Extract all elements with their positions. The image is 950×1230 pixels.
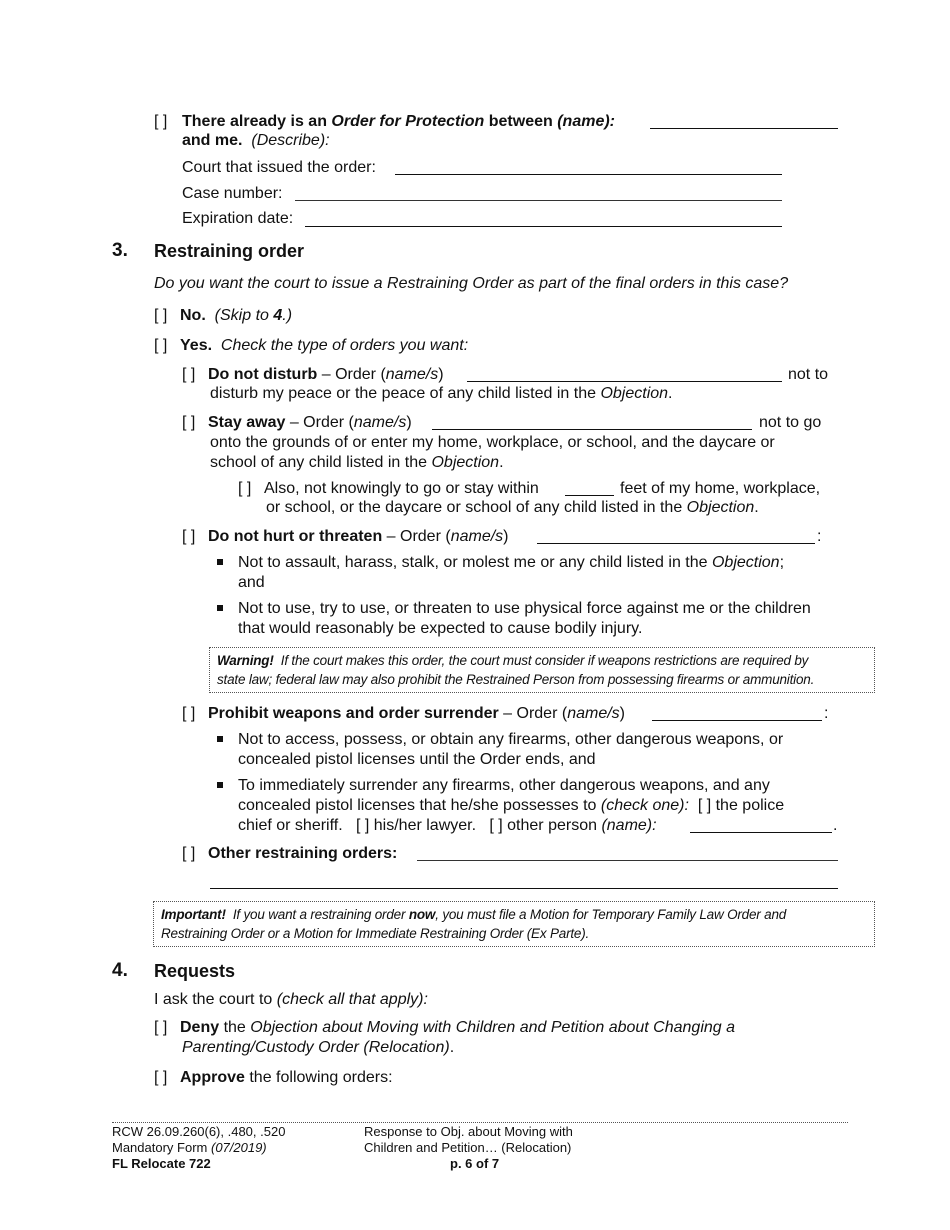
- disturb-tail: not to: [788, 366, 829, 383]
- stay-away-line3: school of any child listed in the Objection.: [210, 454, 504, 471]
- no-hurt-bullet1-line2: and: [238, 574, 265, 591]
- bullet-icon: [217, 782, 223, 788]
- footer-left: RCW 26.09.260(6), .480, .520 Mandatory Form (07/2019) FL Relocate 722: [112, 1124, 286, 1171]
- protection-checkbox[interactable]: [ ]: [154, 113, 168, 130]
- court-issued-line[interactable]: [395, 174, 782, 175]
- section-4-title: Requests: [154, 961, 236, 981]
- other-person-checkbox[interactable]: [ ] other person: [489, 817, 602, 834]
- no-hurt-bullet2: Not to use, try to use, or threaten to use physical force against me or the children: [238, 600, 811, 617]
- disturb-line2: disturb my peace or the peace of any child listed in the Objection.: [210, 385, 673, 402]
- no-hurt-bullet2-line2: that would reasonably be expected to cause bodily injury.: [238, 620, 643, 637]
- warning-text-1: If the court makes this order, the court must consider if weapons restrictions are required by: [280, 653, 809, 668]
- deny-option[interactable]: [ ] Deny the Objection about Moving with Children and Petition about Changing a: [154, 1019, 736, 1036]
- disturb-option[interactable]: [ ] Do not disturb – Order (name/s): [182, 366, 444, 383]
- no-hurt-name-line[interactable]: [537, 543, 815, 544]
- no-hurt-colon: :: [817, 528, 822, 545]
- no-hurt-bullet1: Not to assault, harass, stalk, or molest me or any child listed in the Objection;: [238, 554, 785, 571]
- section-3-question: Do you want the court to issue a Restraining Order as part of the final orders in this case?: [154, 275, 789, 292]
- expiration-line[interactable]: [305, 226, 782, 227]
- page-number: p. 6 of 7: [450, 1156, 500, 1171]
- footer-divider: [112, 1122, 848, 1123]
- approve-option[interactable]: [ ] Approve the following orders:: [154, 1069, 393, 1086]
- footer-mid: Response to Obj. about Moving with Children and Petition… (Relocation) p. 6 of 7: [364, 1124, 573, 1171]
- case-number-line[interactable]: [295, 200, 782, 201]
- protection-heading: There already is an Order for Protection between (name):: [182, 113, 615, 130]
- section-4-number: 4.: [112, 960, 128, 981]
- weapons-bullet1-line2: concealed pistol licenses until the Order ends, and: [238, 751, 596, 768]
- weapons-bullet1: Not to access, possess, or obtain any firearms, other dangerous weapons, or: [238, 731, 784, 748]
- deny-line2: Parenting/Custody Order (Relocation).: [182, 1039, 455, 1056]
- warning-text-2: state law; federal law may also prohibit the Restrained Person from possessing firearms or ammunition.: [217, 672, 815, 687]
- other-orders-option[interactable]: [ ] Other restraining orders:: [182, 845, 398, 862]
- section-3-number: 3.: [112, 240, 128, 261]
- weapons-name-line[interactable]: [652, 720, 822, 721]
- weapons-colon: :: [824, 705, 829, 722]
- warning-box: [209, 647, 875, 693]
- stay-away-line2: onto the grounds of or enter my home, workplace, or school, and the daycare or: [210, 434, 775, 451]
- other-person-line[interactable]: [690, 832, 832, 833]
- other-orders-line[interactable]: [417, 860, 838, 861]
- protection-and-me: and me. (Describe):: [182, 132, 330, 149]
- police-checkbox[interactable]: [ ] the police: [697, 797, 785, 814]
- weapons-bullet2-line3: chief or sheriff. [ ] his/her lawyer. [ ] other person (name):: [238, 817, 657, 834]
- warning-label: Warning!: [217, 653, 274, 668]
- weapons-bullet2: To immediately surrender any firearms, other dangerous weapons, and any: [238, 777, 770, 794]
- case-number-label: Case number:: [182, 185, 283, 202]
- section-4-intro: I ask the court to (check all that apply):: [154, 991, 428, 1008]
- important-label: Important!: [161, 907, 226, 922]
- bullet-icon: [217, 736, 223, 742]
- important-box: Important! If you want a restraining order now, you must file a Motion for Temporary Family Law Order and Restraining Order or a Motion for Immediate Restraining Order (Ex Parte).: [153, 901, 875, 947]
- court-issued-label: Court that issued the order:: [182, 159, 376, 176]
- bullet-icon: [217, 605, 223, 611]
- also-line2: or school, or the daycare or school of any child listed in the Objection.: [266, 499, 759, 516]
- weapons-option[interactable]: [ ] Prohibit weapons and order surrender – Order (name/s): [182, 705, 625, 722]
- disturb-name-line[interactable]: [467, 381, 782, 382]
- also-feet-line[interactable]: [565, 495, 614, 496]
- lawyer-checkbox[interactable]: [ ] his/her lawyer.: [355, 817, 477, 834]
- important-text-2: Restraining Order or a Motion for Immediate Restraining Order (Ex Parte).: [161, 926, 590, 941]
- stay-away-name-line[interactable]: [432, 429, 752, 430]
- expiration-label: Expiration date:: [182, 210, 294, 227]
- weapons-bullet2-line2: concealed pistol licenses that he/she possesses to (check one): [ ] the police: [238, 797, 785, 814]
- stay-away-option[interactable]: [ ] Stay away – Order (name/s): [182, 414, 412, 431]
- stay-away-tail: not to go: [759, 414, 822, 431]
- also-tail: feet of my home, workplace,: [620, 480, 821, 497]
- protection-name-line[interactable]: [650, 128, 838, 129]
- no-option[interactable]: [ ] No. (Skip to 4.): [154, 307, 293, 324]
- also-option[interactable]: [ ] Also, not knowingly to go or stay within: [238, 480, 539, 497]
- bullet-icon: [217, 559, 223, 565]
- other-orders-line-2[interactable]: [210, 888, 838, 889]
- no-hurt-option[interactable]: [ ] Do not hurt or threaten – Order (name/s): [182, 528, 509, 545]
- other-person-period: .: [833, 817, 838, 834]
- yes-option[interactable]: [ ] Yes. Check the type of orders you want:: [154, 337, 469, 354]
- section-3-title: Restraining order: [154, 241, 305, 261]
